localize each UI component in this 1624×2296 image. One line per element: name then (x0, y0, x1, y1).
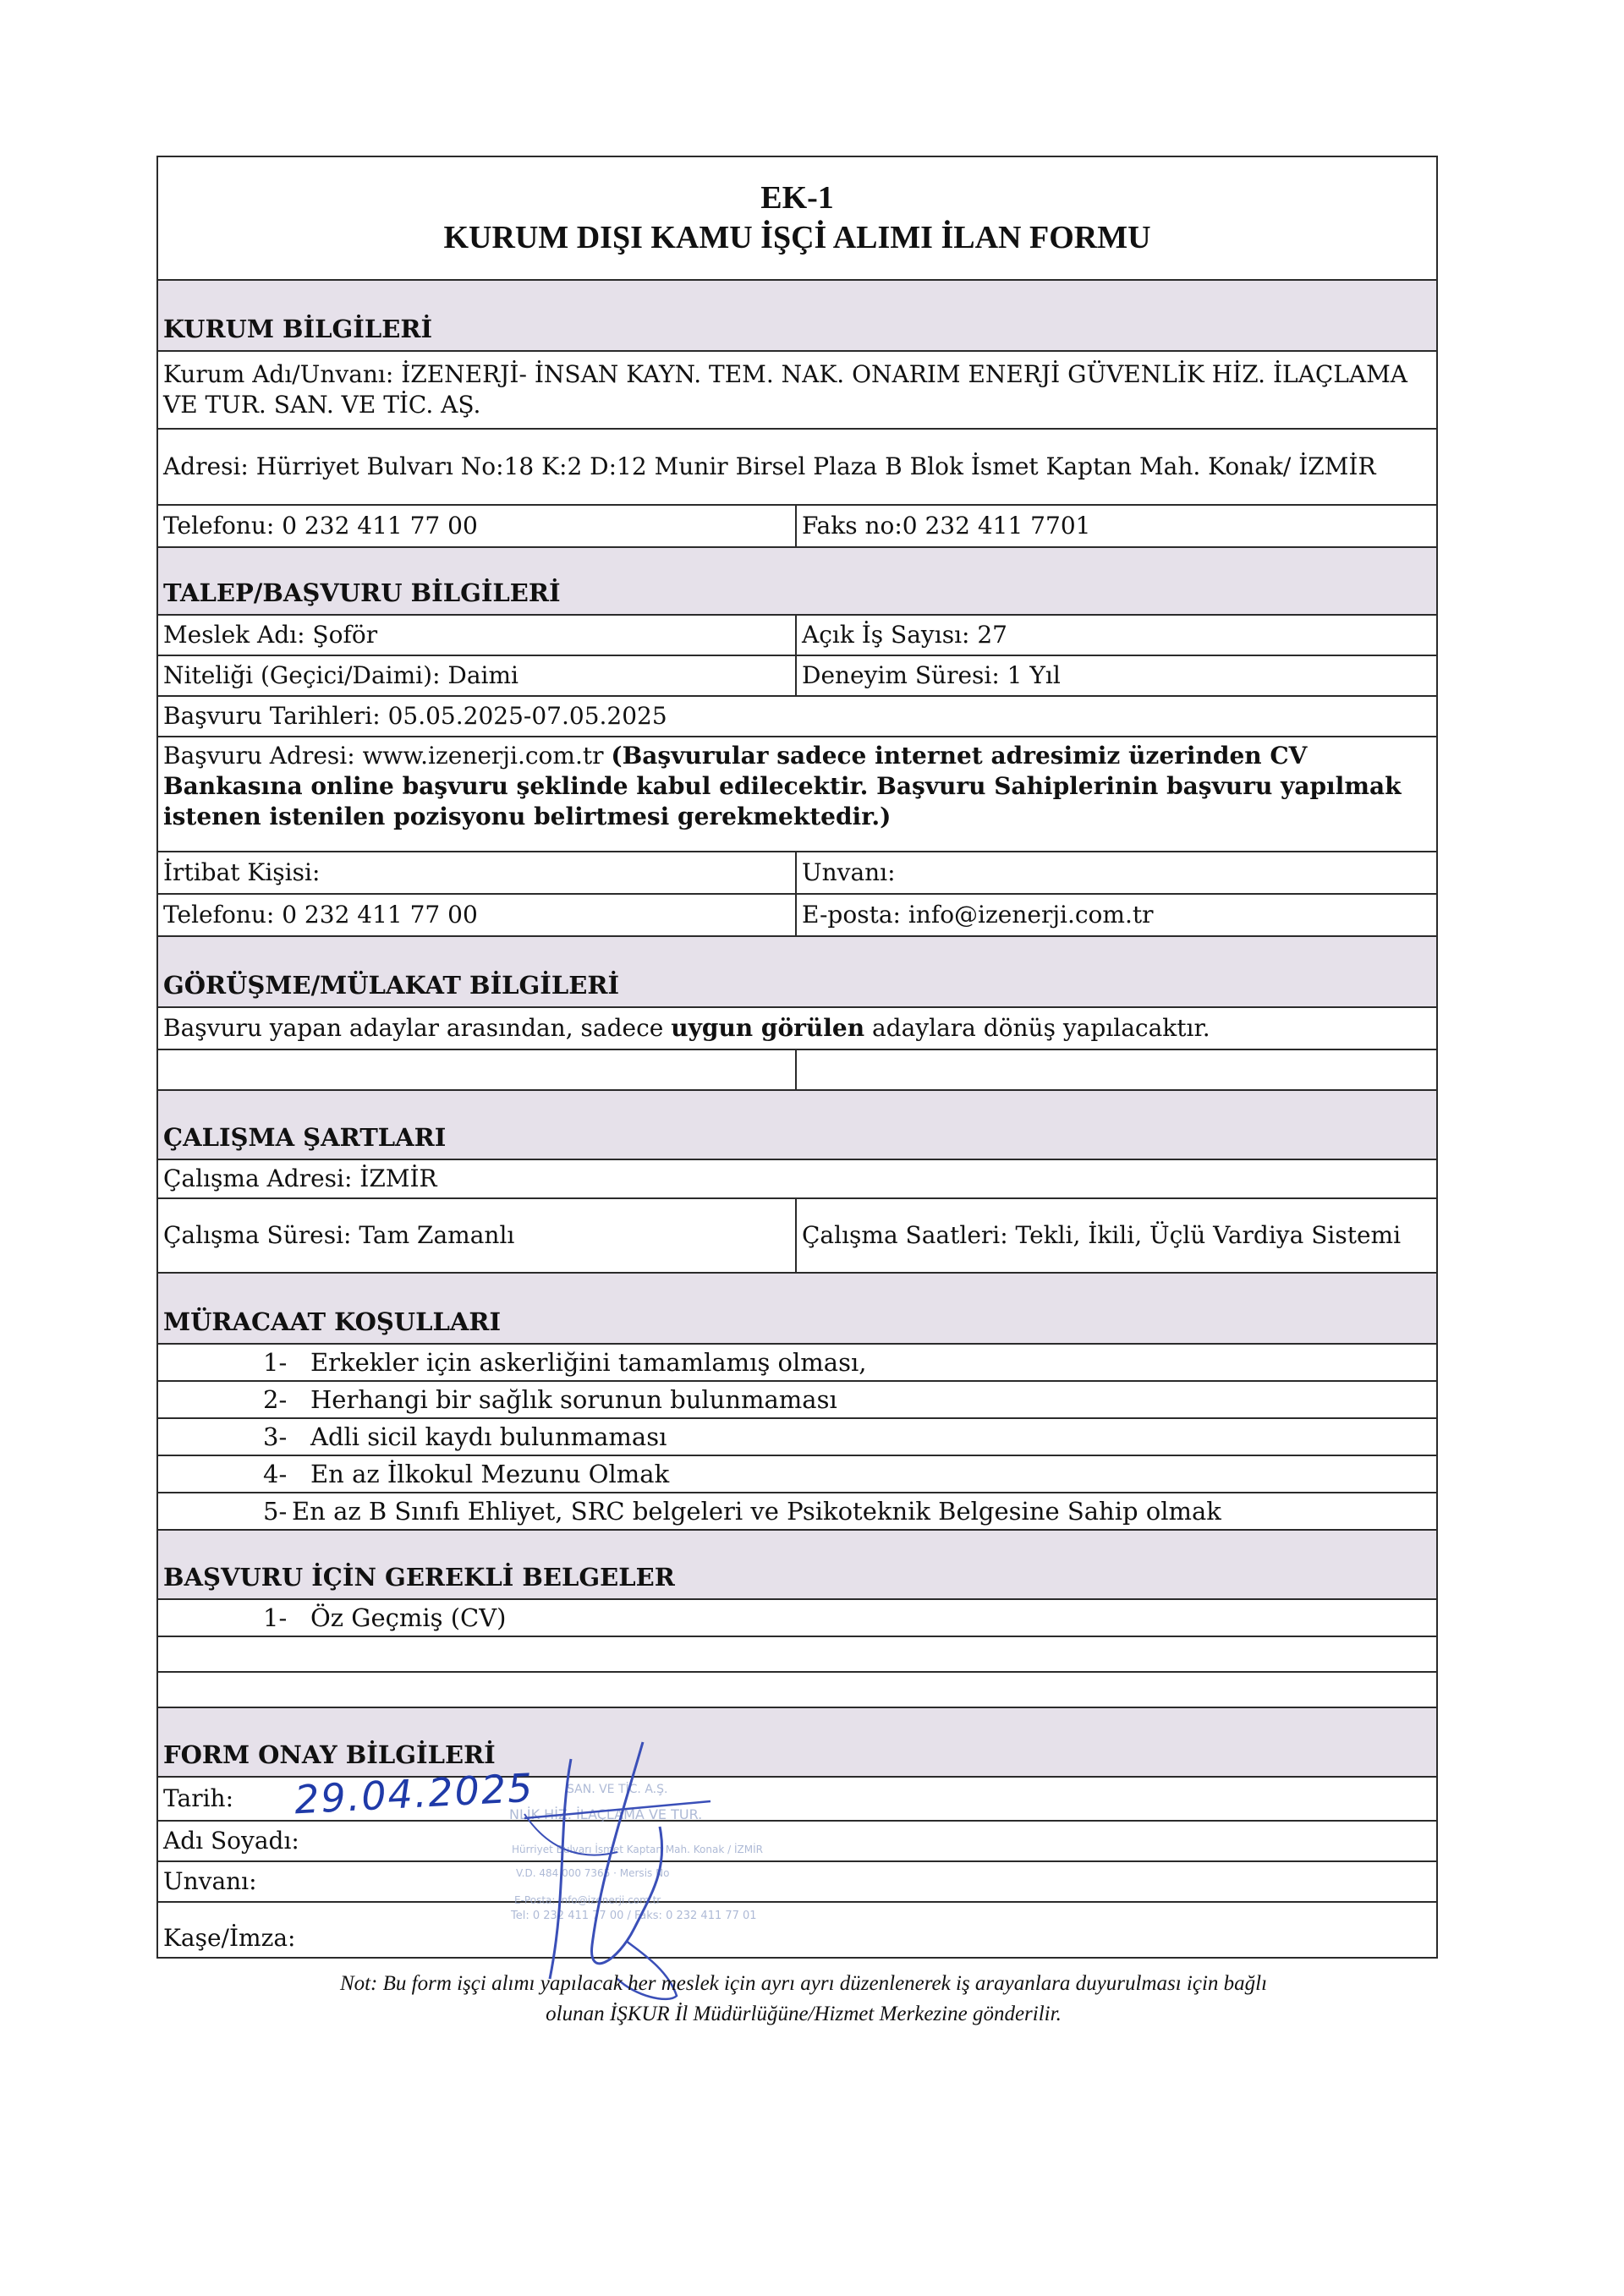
kurum-adres: Adresi: Hürriyet Bulvarı No:18 K:2 D:12 Munir Birsel Plaza B Blok İsmet Kaptan Mah. Konak/ İZMİR (163, 452, 1376, 480)
form-header (158, 157, 1436, 279)
muracaat-item (158, 1455, 1436, 1492)
acik-is-sayisi: Açık İş Sayısı: 27 (802, 621, 1007, 649)
basvuru-adresi-row (158, 736, 1436, 851)
kurum-adres-row (158, 428, 1436, 504)
kurum-adi-line2: VE TUR. SAN. VE TİC. AŞ. (163, 391, 481, 419)
basvuru-adresi (158, 737, 1436, 851)
muracaat-item-number: 5- (263, 1497, 288, 1526)
muracaat-item-number: 1- (263, 1348, 288, 1377)
onay-kase-label: Kaşe/İmza: (163, 1924, 296, 1952)
kurum-adi-line1: Kurum Adı/Unvanı: İZENERJİ- İNSAN KAYN. TEM. NAK. ONARIM ENERJİ GÜVENLİK HİZ. İLAÇLAMA (163, 360, 1407, 388)
irtibat-kisisi: İrtibat Kişisi: (158, 852, 797, 893)
muracaat-item (158, 1492, 1436, 1529)
gorusme-empty-left (158, 1050, 797, 1089)
section-gerekli-belgeler: BAŞVURU İÇİN GEREKLİ BELGELER (158, 1529, 1436, 1598)
talep-iletisim-row (158, 893, 1436, 935)
gorusme-text (158, 1008, 1436, 1049)
calisma-sure-row (158, 1197, 1436, 1272)
muracaat-item-number: 3- (263, 1422, 288, 1451)
calisma-adresi-row (158, 1159, 1436, 1197)
section-calisma-sartlari: ÇALIŞMA ŞARTLARI (158, 1089, 1436, 1159)
talep-eposta: E-posta: info@izenerji.com.tr (802, 901, 1154, 929)
calisma-suresi: Çalışma Süresi: Tam Zamanlı (158, 1199, 797, 1272)
stamp-line: Hürriyet Bulvarı İsmet Kaptan Mah. Konak / İZMİR (512, 1844, 763, 1855)
footer-note-line1: Not: Bu form işçi alımı yapılacak her meslek için ayrı ayrı düzenlenerek iş arayanlara duyurulması için bağlı (339, 1972, 1268, 1995)
muracaat-item-text: En az B Sınıfı Ehliyet, SRC belgeleri ve Psikoteknik Belgesine Sahip olmak (292, 1497, 1221, 1526)
onay-unvan-label: Unvanı: (163, 1867, 257, 1895)
nitelik-row (158, 655, 1436, 695)
muracaat-item-text: Adli sicil kaydı bulunmaması (310, 1422, 667, 1451)
muracaat-item-number: 2- (263, 1385, 288, 1414)
belge-item (158, 1598, 1436, 1636)
belge-item-text: Öz Geçmiş (CV) (310, 1603, 507, 1632)
muracaat-item (158, 1343, 1436, 1380)
basvuru-adresi-text: Başvuru Adresi: www.izenerji.com.tr (163, 742, 612, 770)
footer-note (237, 1969, 1370, 2030)
onay-tarih-label: Tarih: (163, 1784, 234, 1812)
belge-empty-row (158, 1671, 1436, 1707)
section-muracaat-kosullari: MÜRACAAT KOŞULLARI (158, 1272, 1436, 1343)
handwritten-date: 29.04.2025 (293, 1764, 535, 1823)
meslek-adi: Meslek Adı: Şoför (158, 616, 797, 655)
muracaat-item-number: 4- (263, 1460, 288, 1488)
niteligi: Niteliği (Geçici/Daimi): Daimi (158, 656, 797, 695)
gorusme-text-pre: Başvuru yapan adaylar arasından, sadece (163, 1014, 672, 1042)
gorusme-text-post: adaylara dönüş yapılacaktır. (864, 1014, 1210, 1042)
section-kurum-bilgileri: KURUM BİLGİLERİ (158, 279, 1436, 350)
muracaat-item-text: Herhangi bir sağlık sorunun bulunmaması (310, 1385, 837, 1414)
form-title: KURUM DIŞI KAMU İŞÇİ ALIMI İLAN FORMU (443, 220, 1151, 255)
irtibat-row (158, 851, 1436, 893)
basvuru-tarihleri: Başvuru Tarihleri: 05.05.2025-07.05.2025 (163, 702, 667, 730)
gorusme-row (158, 1006, 1436, 1049)
belge-item-number: 1- (263, 1603, 288, 1632)
belge-empty-row (158, 1636, 1436, 1671)
basvuru-tarihleri-row (158, 695, 1436, 736)
gorusme-empty-row (158, 1049, 1436, 1089)
kurum-iletisim-row (158, 504, 1436, 546)
stamp-line: NLİK HİZ. İLAÇLAMA VE TUR. (509, 1806, 703, 1822)
signature-mark (474, 1725, 727, 2004)
stamp-line: E-Posta: info@izenerji.com.tr (514, 1894, 661, 1906)
stamp-line: SAN. VE TİC. A.Ş. (567, 1783, 668, 1796)
gorusme-text-bold: uygun görülen (671, 1014, 865, 1042)
talep-telefon: Telefonu: 0 232 411 77 00 (158, 895, 797, 935)
kurum-telefon: Telefonu: 0 232 411 77 00 (158, 506, 797, 546)
form-annex-label: EK-1 (760, 180, 834, 216)
kurum-faks: Faks no:0 232 411 7701 (802, 512, 1091, 540)
section-form-onay: FORM ONAY BİLGİLERİ (158, 1707, 1436, 1776)
meslek-row (158, 614, 1436, 655)
kurum-adi-cell (158, 352, 1436, 428)
footer-note-line2: olunan İŞKUR İl Müdürlüğüne/Hizmet Merkezine gönderilir. (546, 2003, 1062, 2025)
onay-adi-label: Adı Soyadı: (163, 1827, 299, 1855)
stamp-line: V.D. 484 000 7365 · Mersis No (516, 1867, 670, 1879)
muracaat-item-text: Erkekler için askerliğini tamamlamış olması, (310, 1348, 867, 1377)
irtibat-unvani: Unvanı: (802, 858, 896, 886)
kurum-adi-row (158, 350, 1436, 428)
calisma-adresi: Çalışma Adresi: İZMİR (163, 1164, 437, 1192)
muracaat-item (158, 1380, 1436, 1417)
deneyim-suresi: Deneyim Süresi: 1 Yıl (802, 661, 1061, 689)
muracaat-item-text: En az İlkokul Mezunu Olmak (310, 1460, 670, 1488)
section-talep-basvuru: TALEP/BAŞVURU BİLGİLERİ (158, 546, 1436, 614)
job-posting-form (156, 156, 1438, 1959)
gorusme-empty-right (797, 1050, 1436, 1089)
calisma-saatleri: Çalışma Saatleri: Tekli, İkili, Üçlü Vardiya Sistemi (802, 1221, 1402, 1249)
basvuru-adresi-note: (Başvurular sadece internet adresimiz üzerinden CV Bankasına online başvuru şeklinde kabul edilecektir. Başvuru Sahiplerinin başvuru yapılmak istenen istenilen pozisyonu belirtmesi gerekmektedir.) (163, 742, 1402, 830)
muracaat-item (158, 1417, 1436, 1455)
section-gorusme-mulakat: GÖRÜŞME/MÜLAKAT BİLGİLERİ (158, 935, 1436, 1006)
stamp-line: Tel: 0 232 411 77 00 / Faks: 0 232 411 77 01 (511, 1910, 757, 1922)
